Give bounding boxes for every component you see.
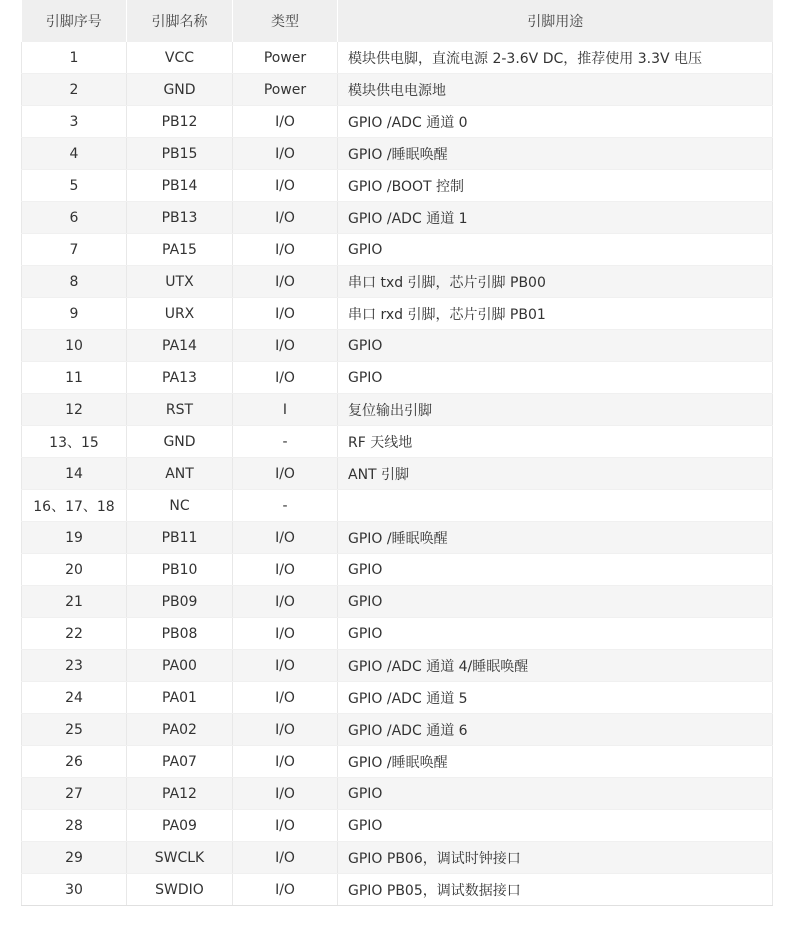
pin-usage-cell: GPIO /BOOT 控制	[338, 170, 773, 202]
pin-number-cell: 10	[22, 330, 127, 362]
pin-name-cell: PA02	[127, 714, 233, 746]
table-row	[22, 298, 773, 330]
pin-name-cell: VCC	[127, 42, 233, 74]
pin-usage-cell: GPIO	[338, 330, 773, 362]
pin-name-cell: PA00	[127, 650, 233, 682]
pin-usage-cell: 模块供电脚，直流电源 2-3.6V DC，推荐使用 3.3V 电压	[338, 42, 773, 74]
pin-number-cell: 29	[22, 842, 127, 874]
pin-name-cell: PA14	[127, 330, 233, 362]
table-row	[22, 586, 773, 618]
pin-type-cell: I/O	[233, 266, 338, 298]
pin-name-cell: PA12	[127, 778, 233, 810]
table-row	[22, 746, 773, 778]
pin-type-cell: I/O	[233, 874, 338, 906]
pin-type-cell: -	[233, 490, 338, 522]
table-row	[22, 266, 773, 298]
pin-number-cell: 13、15	[22, 426, 127, 458]
table-row	[22, 522, 773, 554]
pin-usage-cell: GPIO PB06，调试时钟接口	[338, 842, 773, 874]
table-row	[22, 554, 773, 586]
pin-usage-cell: GPIO /ADC 通道 4/睡眠唤醒	[338, 650, 773, 682]
header-pin-usage: 引脚用途	[338, 0, 773, 42]
pin-name-cell: PA13	[127, 362, 233, 394]
table-row	[22, 458, 773, 490]
pin-number-cell: 19	[22, 522, 127, 554]
pin-type-cell: I/O	[233, 682, 338, 714]
pin-number-cell: 1	[22, 42, 127, 74]
pin-number-cell: 5	[22, 170, 127, 202]
table-row	[22, 778, 773, 810]
header-pin-number: 引脚序号	[22, 0, 127, 42]
pin-number-cell: 14	[22, 458, 127, 490]
pin-type-cell: I/O	[233, 362, 338, 394]
pin-name-cell: SWDIO	[127, 874, 233, 906]
pin-type-cell: I/O	[233, 298, 338, 330]
pin-usage-cell: GPIO	[338, 362, 773, 394]
pin-table-body	[22, 42, 773, 906]
pin-name-cell: PA09	[127, 810, 233, 842]
header-pin-name: 引脚名称	[127, 0, 233, 42]
table-row	[22, 874, 773, 906]
pin-usage-cell: GPIO PB05，调试数据接口	[338, 874, 773, 906]
pin-number-cell: 8	[22, 266, 127, 298]
pin-number-cell: 24	[22, 682, 127, 714]
pin-type-cell: I/O	[233, 554, 338, 586]
pin-name-cell: PB14	[127, 170, 233, 202]
table-row	[22, 810, 773, 842]
header-row	[22, 0, 773, 42]
table-row	[22, 234, 773, 266]
pin-table-container	[21, 0, 772, 906]
pin-number-cell: 7	[22, 234, 127, 266]
pin-number-cell: 9	[22, 298, 127, 330]
pin-usage-cell: GPIO /睡眠唤醒	[338, 746, 773, 778]
pin-name-cell: PA07	[127, 746, 233, 778]
pin-type-cell: I/O	[233, 714, 338, 746]
pin-usage-cell: RF 天线地	[338, 426, 773, 458]
pin-usage-cell: GPIO	[338, 810, 773, 842]
pin-type-cell: I/O	[233, 202, 338, 234]
pin-usage-cell: GPIO	[338, 554, 773, 586]
pin-number-cell: 4	[22, 138, 127, 170]
pin-name-cell: PB10	[127, 554, 233, 586]
table-row	[22, 138, 773, 170]
pin-type-cell: Power	[233, 74, 338, 106]
pin-usage-cell: GPIO /ADC 通道 6	[338, 714, 773, 746]
pin-number-cell: 27	[22, 778, 127, 810]
table-row	[22, 650, 773, 682]
pin-type-cell: I/O	[233, 170, 338, 202]
table-row	[22, 202, 773, 234]
pin-type-cell: I/O	[233, 138, 338, 170]
pin-type-cell: I/O	[233, 458, 338, 490]
pin-table-header	[22, 0, 773, 42]
pin-name-cell: PB12	[127, 106, 233, 138]
pin-usage-cell: GPIO	[338, 234, 773, 266]
pin-number-cell: 3	[22, 106, 127, 138]
pin-type-cell: I/O	[233, 746, 338, 778]
table-row	[22, 42, 773, 74]
pin-name-cell: NC	[127, 490, 233, 522]
pin-type-cell: I/O	[233, 522, 338, 554]
pin-name-cell: UTX	[127, 266, 233, 298]
pin-type-cell: I/O	[233, 618, 338, 650]
table-row	[22, 618, 773, 650]
pin-usage-cell: 模块供电电源地	[338, 74, 773, 106]
table-row	[22, 714, 773, 746]
pin-name-cell: PB08	[127, 618, 233, 650]
pin-number-cell: 16、17、18	[22, 490, 127, 522]
pin-usage-cell: GPIO /睡眠唤醒	[338, 138, 773, 170]
pin-number-cell: 21	[22, 586, 127, 618]
pin-name-cell: RST	[127, 394, 233, 426]
table-row	[22, 106, 773, 138]
pin-type-cell: I/O	[233, 778, 338, 810]
pin-type-cell: I	[233, 394, 338, 426]
table-row	[22, 394, 773, 426]
pin-type-cell: Power	[233, 42, 338, 74]
pin-type-cell: I/O	[233, 586, 338, 618]
table-row	[22, 170, 773, 202]
pin-type-cell: I/O	[233, 234, 338, 266]
pin-usage-cell: 串口 txd 引脚，芯片引脚 PB00	[338, 266, 773, 298]
table-row	[22, 362, 773, 394]
table-row	[22, 682, 773, 714]
pin-name-cell: PA01	[127, 682, 233, 714]
pin-name-cell: GND	[127, 74, 233, 106]
pin-usage-cell: GPIO	[338, 618, 773, 650]
pin-type-cell: I/O	[233, 106, 338, 138]
pin-name-cell: PB09	[127, 586, 233, 618]
pin-number-cell: 20	[22, 554, 127, 586]
pin-type-cell: -	[233, 426, 338, 458]
table-row	[22, 490, 773, 522]
pin-number-cell: 12	[22, 394, 127, 426]
pin-usage-cell: ANT 引脚	[338, 458, 773, 490]
pin-name-cell: ANT	[127, 458, 233, 490]
pin-number-cell: 6	[22, 202, 127, 234]
pin-number-cell: 25	[22, 714, 127, 746]
pin-usage-cell: GPIO /睡眠唤醒	[338, 522, 773, 554]
pin-number-cell: 30	[22, 874, 127, 906]
pin-number-cell: 22	[22, 618, 127, 650]
pin-name-cell: PB13	[127, 202, 233, 234]
header-pin-type: 类型	[233, 0, 338, 42]
pin-type-cell: I/O	[233, 650, 338, 682]
pin-usage-cell: GPIO /ADC 通道 1	[338, 202, 773, 234]
pin-type-cell: I/O	[233, 330, 338, 362]
table-row	[22, 74, 773, 106]
pin-name-cell: GND	[127, 426, 233, 458]
pin-usage-cell: GPIO /ADC 通道 0	[338, 106, 773, 138]
pin-name-cell: URX	[127, 298, 233, 330]
pin-name-cell: PB15	[127, 138, 233, 170]
pin-usage-cell: GPIO	[338, 586, 773, 618]
pin-usage-cell: 串口 rxd 引脚，芯片引脚 PB01	[338, 298, 773, 330]
pin-name-cell: SWCLK	[127, 842, 233, 874]
table-row	[22, 842, 773, 874]
pin-usage-cell: 复位输出引脚	[338, 394, 773, 426]
pin-number-cell: 26	[22, 746, 127, 778]
pin-usage-cell	[338, 490, 773, 522]
pin-table	[21, 0, 773, 906]
pin-usage-cell: GPIO	[338, 778, 773, 810]
pin-usage-cell: GPIO /ADC 通道 5	[338, 682, 773, 714]
pin-name-cell: PA15	[127, 234, 233, 266]
table-row	[22, 330, 773, 362]
pin-number-cell: 28	[22, 810, 127, 842]
pin-type-cell: I/O	[233, 842, 338, 874]
table-row	[22, 426, 773, 458]
pin-number-cell: 2	[22, 74, 127, 106]
pin-name-cell: PB11	[127, 522, 233, 554]
pin-number-cell: 23	[22, 650, 127, 682]
pin-number-cell: 11	[22, 362, 127, 394]
pin-type-cell: I/O	[233, 810, 338, 842]
